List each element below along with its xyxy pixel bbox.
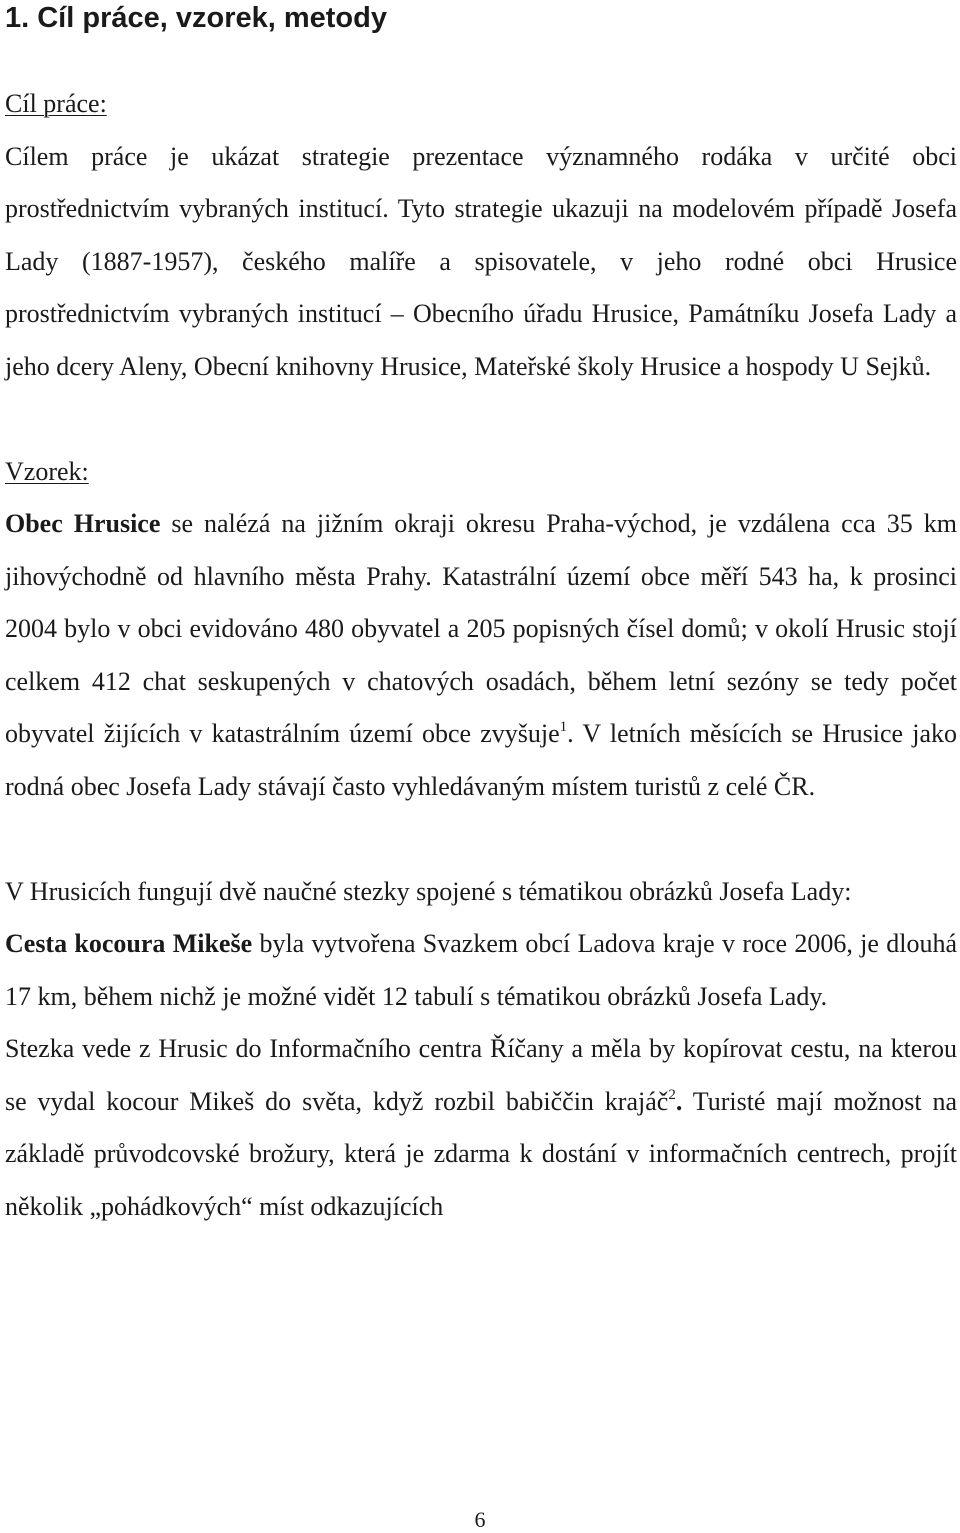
spacer (5, 393, 957, 446)
footnote-ref-1: 1 (559, 719, 568, 735)
trail-route-paragraph (5, 1023, 957, 1233)
sample-heading: Vzorek: (5, 456, 89, 486)
aim-heading: Cíl práce: (5, 89, 107, 118)
trail-text-1: byla vytvořena Svazkem obcí Ladova kraje v roce 2006, je dlouhá 17 km, během nichž je možné vidět 12 tabulí s tématikou obrázků Josefa Lady. (5, 929, 958, 1011)
sample-paragraph (5, 498, 957, 813)
spacer (5, 34, 957, 78)
sample-text-1: se nalézá na jižním okraji okresu Praha-východ, je vzdálena cca 35 km jihovýchodně od hlavního města Prahy. Katastrální území obce měří 543 ha, k prosinci 2004 bylo v obci evidováno 480 obyvatel a 205 popisných čísel domů; v okolí Hrusic stojí celkem 412 chat seskupených v chatových osadách, během letní sezóny se tedy počet obyvatel žijících v katastrálním území obce zvyšuje (5, 509, 957, 748)
village-name: Obec Hrusice (5, 509, 161, 538)
trail-text-2: Stezka vede z Hrusic do Informačního centra Říčany a měla by kopírovat cestu, na kterou se vydal kocour Mikeš do světa, když rozbil babiččin krajáč (5, 1034, 957, 1116)
trails-intro: V Hrusicích fungují dvě naučné stezky spojené s tématikou obrázků Josefa Lady: (5, 876, 852, 906)
trail-name: Cesta kocoura Mikeše (5, 929, 253, 958)
page-number: 6 (474, 1507, 486, 1532)
trail-text-3: Turisté mají možnost na základě průvodcovské brožury, která je zdarma k dostání v informačních centrech, projít několik „pohádkových“ míst odkazujících (5, 1086, 957, 1221)
footnote-ref-2: 2 (668, 1086, 676, 1103)
chapter-title: 1. Cíl práce, vzorek, metody (5, 2, 387, 34)
trail-description (5, 918, 957, 1023)
aim-paragraph: Cílem práce je ukázat strategie prezentace významného rodáka v určité obci prostřednictvím vybraných institucí. Tyto strategie ukazuji na modelovém případě Josefa Lady (1887-1957), českého malíře a spisovatele, v jeho rodné obci Hrusice prostřednictvím vybraných institucí – Obecního úřadu Hrusice, Památníku Josefa Lady a jeho dcery Aleny, Obecní knihovny Hrusice, Mateřské školy Hrusice a hospody U Sejků. (5, 141, 957, 381)
sample-text-2: . V letních měsících se Hrusice jako rodná obec Josefa Lady stávají často vyhledávaným místem turistů z celé ČR. (5, 719, 957, 801)
trail-period: . (675, 1086, 683, 1116)
document-page (5, 0, 957, 1233)
spacer (5, 813, 957, 866)
